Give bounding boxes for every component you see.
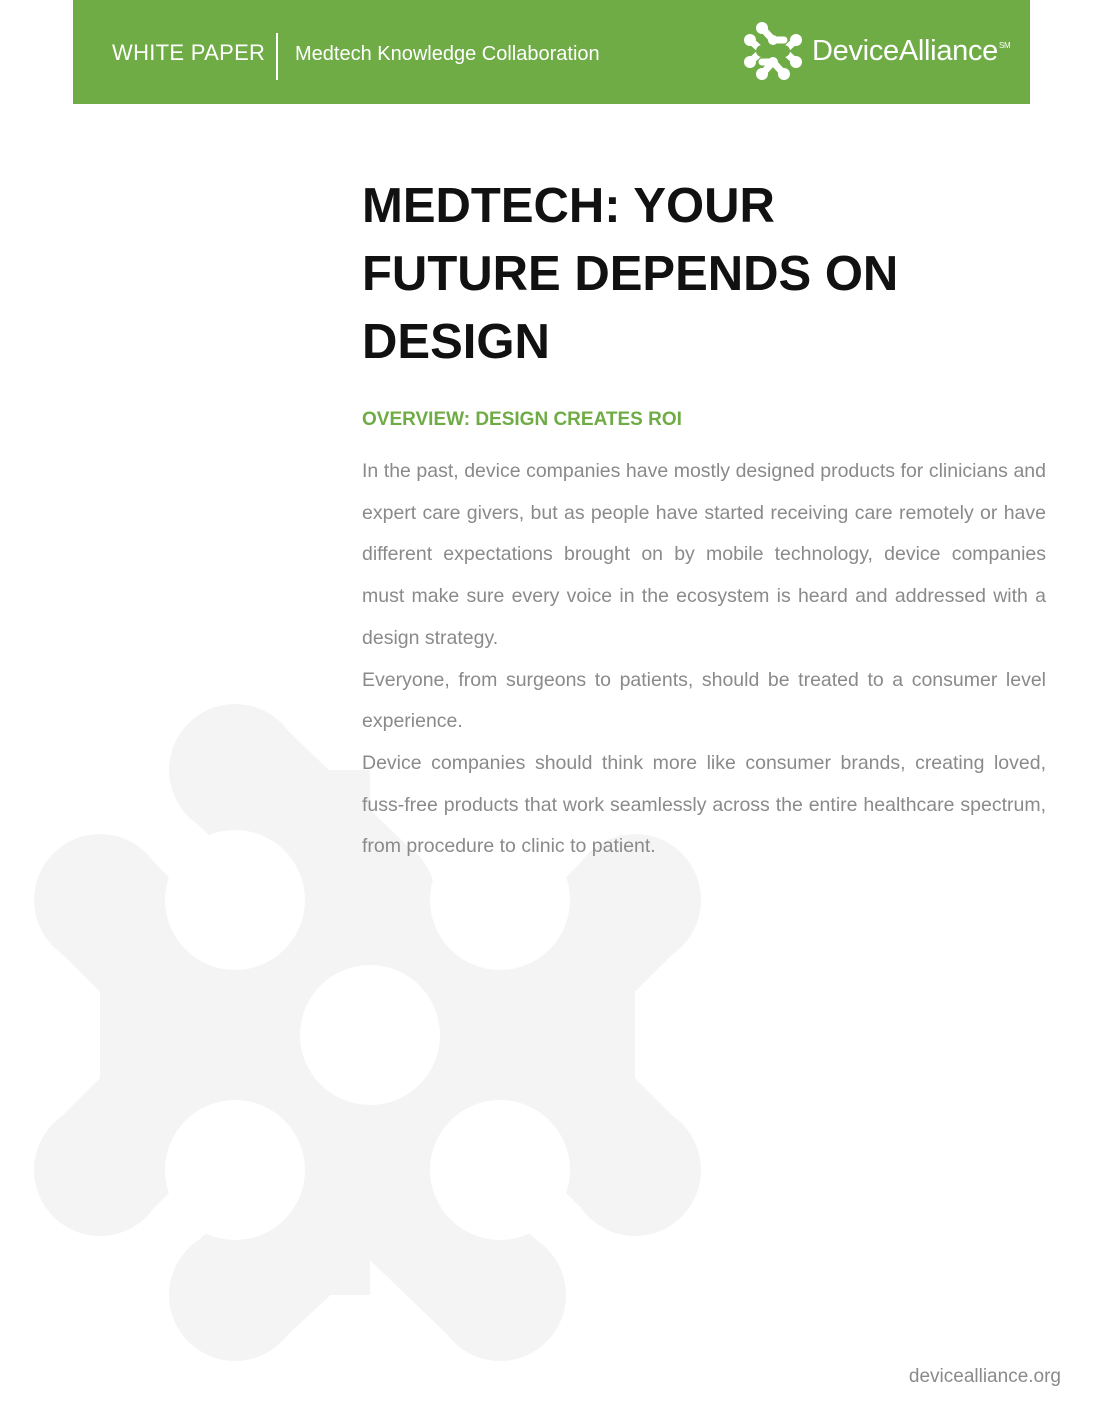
overview-body xyxy=(362,451,1046,868)
footer-website-link[interactable]: devicealliance.org xyxy=(908,1366,1061,1387)
header-bar xyxy=(73,0,1030,104)
devicealliance-molecule-icon xyxy=(742,20,804,82)
header-divider xyxy=(276,33,278,80)
header-subtitle: Medtech Knowledge Collaboration xyxy=(295,43,600,65)
paragraph: In the past, device companies have mostly designed products for clinicians and expert care givers, but as people have started receiving care remotely or have different expectations brought on by mobile technology, device companies must make sure every voice in the ecosystem is heard and addressed with a design strategy. xyxy=(362,460,1046,649)
page-title: MEDTECH: YOUR FUTURE DEPENDS ON DESIGN xyxy=(362,179,899,369)
document-type-label: WHITE PAPER xyxy=(112,40,266,65)
paragraph: Everyone, from surgeons to patients, should be treated to a consumer level experience. xyxy=(362,668,1046,733)
paragraph: Device companies should think more like consumer brands, creating loved, fuss-free products that work seamlessly across the entire healthcare spectrum, from procedure to clinic to patient. xyxy=(362,751,1046,858)
section-heading: OVERVIEW: DESIGN CREATES ROI xyxy=(362,409,682,430)
service-mark: SM xyxy=(999,40,1011,50)
logo-wordmark: DeviceAlliance℠ xyxy=(812,34,1011,67)
devicealliance-logo[interactable] xyxy=(742,20,1010,82)
